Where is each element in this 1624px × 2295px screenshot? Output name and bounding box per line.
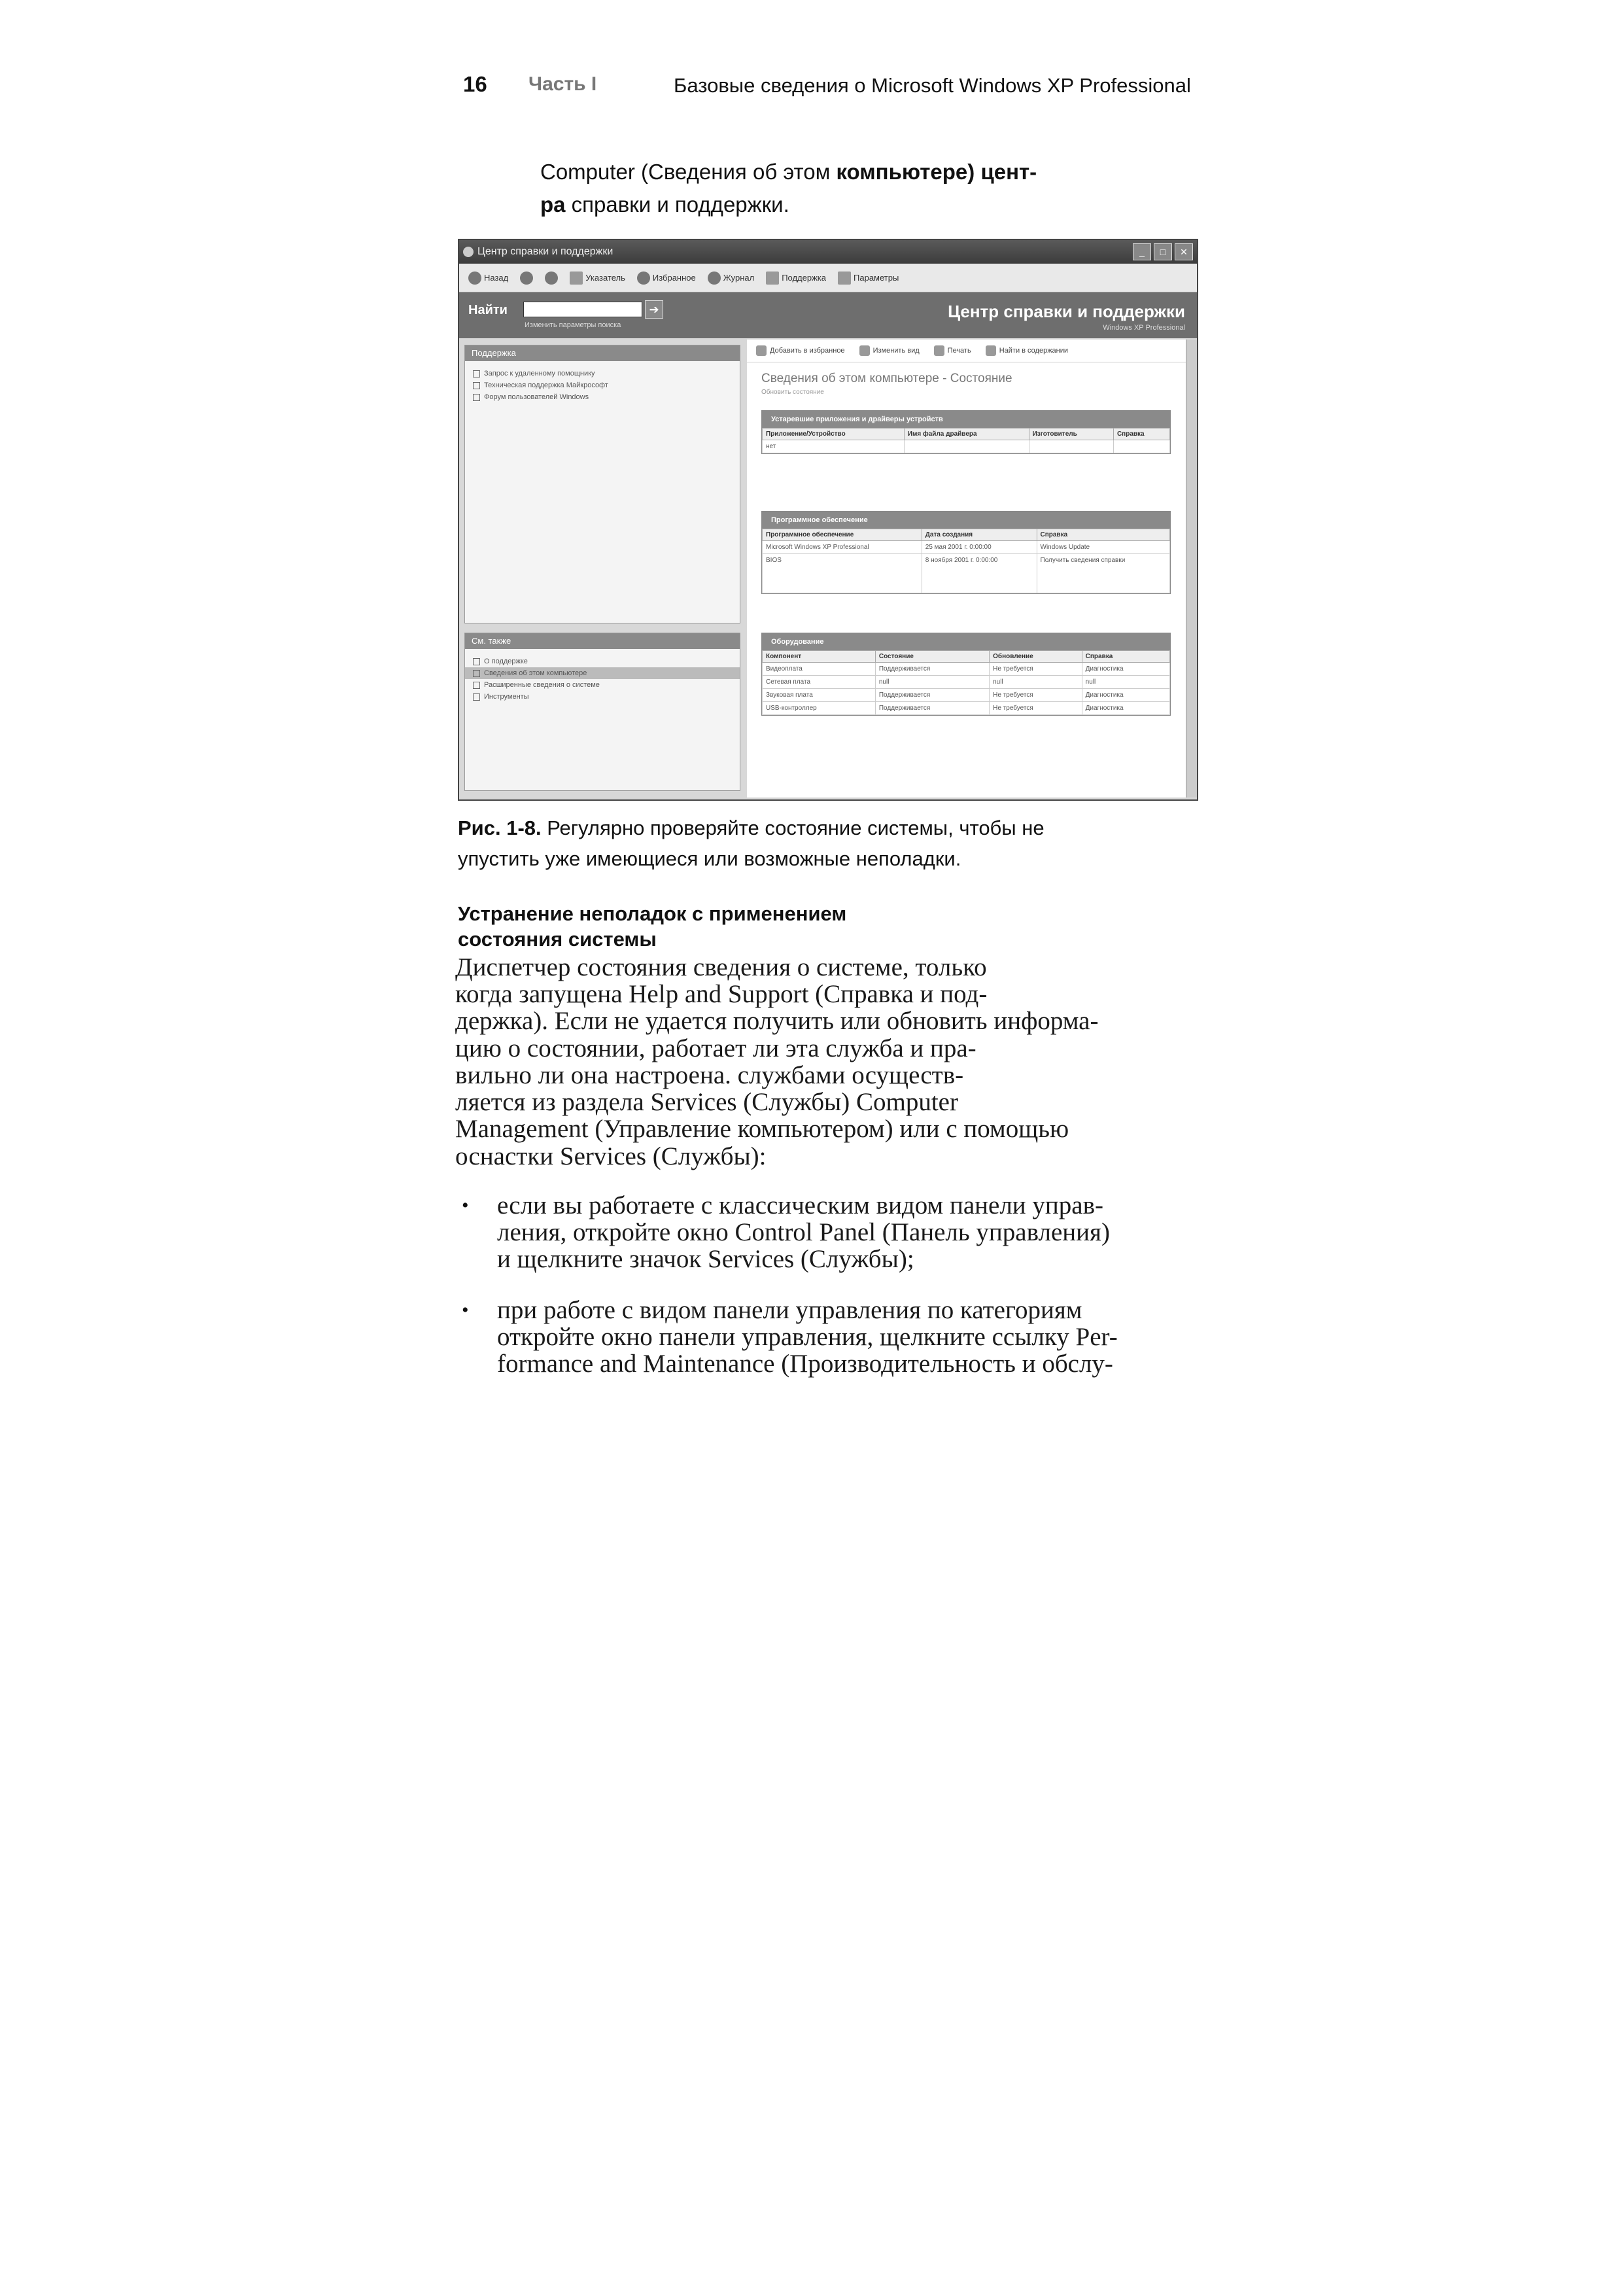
table-cell: Не требуется <box>990 702 1082 715</box>
forward-icon <box>520 272 533 285</box>
minimize-icon[interactable]: _ <box>1133 243 1151 260</box>
table-row <box>763 440 1170 453</box>
text-line: когда запущена Help and Support (Справка и под- <box>455 980 988 1008</box>
back-icon <box>468 272 481 285</box>
text-line: вильно ли она настроена. службами осуществ- <box>455 1061 964 1089</box>
text-line: если вы работаете с классическим видом панели управ- <box>497 1191 1103 1219</box>
table-cell: Не требуется <box>990 689 1082 702</box>
close-icon[interactable]: ✕ <box>1175 243 1193 260</box>
table-row <box>763 676 1170 689</box>
table-header: Имя файла драйвера <box>904 429 1029 440</box>
text-line: держка). Если не удается получить или обновить информа- <box>455 1007 1099 1035</box>
text-line: оснастки Services (Службы): <box>455 1142 767 1170</box>
right-panel <box>747 340 1196 797</box>
table-header: Изготовитель <box>1029 429 1113 440</box>
support-icon <box>766 272 779 285</box>
figure-screenshot <box>458 239 1198 801</box>
left-panel <box>464 345 739 796</box>
text-line: formance and Maintenance (Производительность и обслу- <box>497 1350 1113 1378</box>
intro-text: Computer (Сведения об этом <box>540 160 837 184</box>
table-header: Состояние <box>875 651 989 663</box>
search-options-link[interactable]: Изменить параметры поиска <box>525 321 621 329</box>
maximize-icon[interactable]: □ <box>1154 243 1172 260</box>
support-item[interactable]: Техническая поддержка Майкрософт <box>465 379 740 391</box>
history-icon <box>708 272 721 285</box>
table-header: Приложение/Устройство <box>763 429 905 440</box>
table-header: Справка <box>1113 429 1169 440</box>
figure-caption <box>458 813 1197 874</box>
hardware-table <box>761 633 1171 716</box>
content-toolbar-item[interactable]: Печать <box>934 345 971 356</box>
table-row <box>763 663 1170 676</box>
table-cell: null <box>875 676 989 689</box>
search-label: Найти <box>468 303 508 317</box>
toolbar <box>459 264 1197 292</box>
table-cell: BIOS <box>763 554 922 593</box>
table-cell: Поддерживается <box>875 689 989 702</box>
star-icon <box>637 272 650 285</box>
table-header: Справка <box>1037 529 1170 541</box>
table-header: Компонент <box>763 651 876 663</box>
table-row <box>763 702 1170 715</box>
toolbar-home[interactable] <box>545 272 558 285</box>
content-toolbar-item[interactable]: Изменить вид <box>859 345 920 356</box>
caption-text: Регулярно проверяйте состояние системы, чтобы не <box>541 816 1045 839</box>
table-cell <box>1113 440 1169 453</box>
software-table <box>761 511 1171 594</box>
tools-item[interactable]: Инструменты <box>465 691 740 703</box>
toolbar-options[interactable] <box>838 272 899 285</box>
caption-text-2: упустить уже имеющиеся или возможные неполадки. <box>458 847 961 870</box>
table-cell: null <box>1082 676 1169 689</box>
text-line: ляется из раздела Services (Службы) Computer <box>455 1088 958 1116</box>
toolbar-support[interactable] <box>766 272 826 285</box>
caption-label: Рис. 1-8. <box>458 816 542 839</box>
toolbar-index[interactable] <box>570 272 625 285</box>
table-cell: 25 мая 2001 г. 0:00:00 <box>922 541 1037 554</box>
table-cell: Microsoft Windows XP Professional <box>763 541 922 554</box>
toolbar-favorites[interactable] <box>637 272 696 285</box>
toolbar-label: Параметры <box>854 273 899 283</box>
window-titlebar <box>459 240 1197 264</box>
index-icon <box>570 272 583 285</box>
intro-bold: компьютере) цент- <box>836 160 1037 184</box>
text-line: ления, откройте окно Control Panel (Панель управления) <box>497 1218 1110 1246</box>
toolbar-forward[interactable] <box>520 272 533 285</box>
tools-head: См. также <box>465 633 740 649</box>
table-cell: Видеоплата <box>763 663 876 676</box>
content-toolbar-item[interactable]: Добавить в избранное <box>756 345 845 356</box>
window-title: Центр справки и поддержки <box>477 246 613 257</box>
home-icon <box>545 272 558 285</box>
search-go-button[interactable]: ➔ <box>645 300 663 319</box>
toolbar-label: Журнал <box>723 273 755 283</box>
intro-text-2: справки и поддержки. <box>565 192 789 217</box>
table-cell: Сетевая плата <box>763 676 876 689</box>
center-subtitle: Windows XP Professional <box>1103 324 1185 332</box>
table-cell <box>904 440 1029 453</box>
running-title: Базовые сведения о Microsoft Windows XP Professional <box>674 74 1191 97</box>
text-line: цию о состоянии, работает ли эта служба и пра- <box>455 1034 976 1062</box>
content-toolbar-item[interactable]: Найти в содержании <box>986 345 1068 356</box>
table-cell[interactable]: Диагностика <box>1082 689 1169 702</box>
scrollbar[interactable] <box>1186 340 1197 797</box>
toolbar-history[interactable] <box>708 272 754 285</box>
table-header: Обновление <box>990 651 1082 663</box>
text-line: и щелкните значок Services (Службы); <box>497 1245 914 1273</box>
table-cell: USB-контроллер <box>763 702 876 715</box>
table-caption: Устаревшие приложения и драйверы устройств <box>762 411 1170 428</box>
legacy-drivers-table <box>761 410 1171 454</box>
section-heading <box>458 901 916 952</box>
support-item[interactable]: Запрос к удаленному помощнику <box>465 368 740 379</box>
content-heading: Сведения об этом компьютере - Состояние <box>761 372 1012 385</box>
table-cell: 8 ноября 2001 г. 0:00:00 <box>922 554 1037 593</box>
content-toolbar <box>747 340 1196 362</box>
section-heading-line: состояния системы <box>458 928 657 951</box>
table-cell: null <box>990 676 1082 689</box>
table-cell <box>1029 440 1113 453</box>
search-band <box>459 292 1197 338</box>
table-cell: Звуковая плата <box>763 689 876 702</box>
table-cell: Не требуется <box>990 663 1082 676</box>
table-caption: Программное обеспечение <box>762 512 1170 529</box>
refresh-link[interactable]: Обновить состояние <box>761 389 824 396</box>
tools-item[interactable]: О поддержке <box>465 656 740 667</box>
support-box <box>464 345 740 623</box>
bullet-icon: • <box>462 1299 469 1321</box>
bullet-icon: • <box>462 1195 469 1216</box>
page-number: 16 <box>463 72 487 96</box>
center-title: Центр справки и поддержки <box>948 302 1185 321</box>
support-head: Поддержка <box>465 345 740 361</box>
toolbar-label: Поддержка <box>782 273 827 283</box>
table-cell: нет <box>763 440 905 453</box>
table-header: Программное обеспечение <box>763 529 922 541</box>
text-line: при работе с видом панели управления по категориям <box>497 1296 1082 1324</box>
table-cell[interactable]: Диагностика <box>1082 702 1169 715</box>
tools-box <box>464 633 740 791</box>
options-icon <box>838 272 851 285</box>
table-cell: Поддерживается <box>875 702 989 715</box>
table-cell[interactable]: Windows Update <box>1037 541 1170 554</box>
table-row <box>763 689 1170 702</box>
table-row <box>763 541 1170 554</box>
window-controls <box>1133 243 1193 260</box>
table-cell[interactable]: Диагностика <box>1082 663 1169 676</box>
table-row <box>763 554 1170 593</box>
table-header: Справка <box>1082 651 1169 663</box>
support-item[interactable]: Форум пользователей Windows <box>465 391 740 403</box>
part-label: Часть I <box>528 73 597 95</box>
text-line: Диспетчер состояния сведения о системе, только <box>455 953 987 981</box>
toolbar-label: Указатель <box>585 273 625 283</box>
table-cell: Поддерживается <box>875 663 989 676</box>
text-line: Management (Управление компьютером) или с помощью <box>455 1115 1069 1143</box>
toolbar-label: Избранное <box>652 273 696 283</box>
text-line: откройте окно панели управления, щелкните ссылку Per- <box>497 1323 1118 1351</box>
table-caption: Оборудование <box>762 633 1170 650</box>
tools-item[interactable]: Расширенные сведения о системе <box>465 679 740 691</box>
table-header: Дата создания <box>922 529 1037 541</box>
intro-paragraph <box>540 156 1077 221</box>
help-icon <box>463 247 474 257</box>
search-input[interactable] <box>523 302 642 317</box>
toolbar-label: Назад <box>484 273 509 283</box>
section-heading-line: Устранение неполадок с применением <box>458 902 847 925</box>
tools-item[interactable]: Сведения об этом компьютере <box>465 667 740 679</box>
toolbar-back[interactable] <box>468 272 508 285</box>
table-cell[interactable]: Получить сведения справки <box>1037 554 1170 593</box>
intro-bold-2: ра <box>540 192 566 217</box>
